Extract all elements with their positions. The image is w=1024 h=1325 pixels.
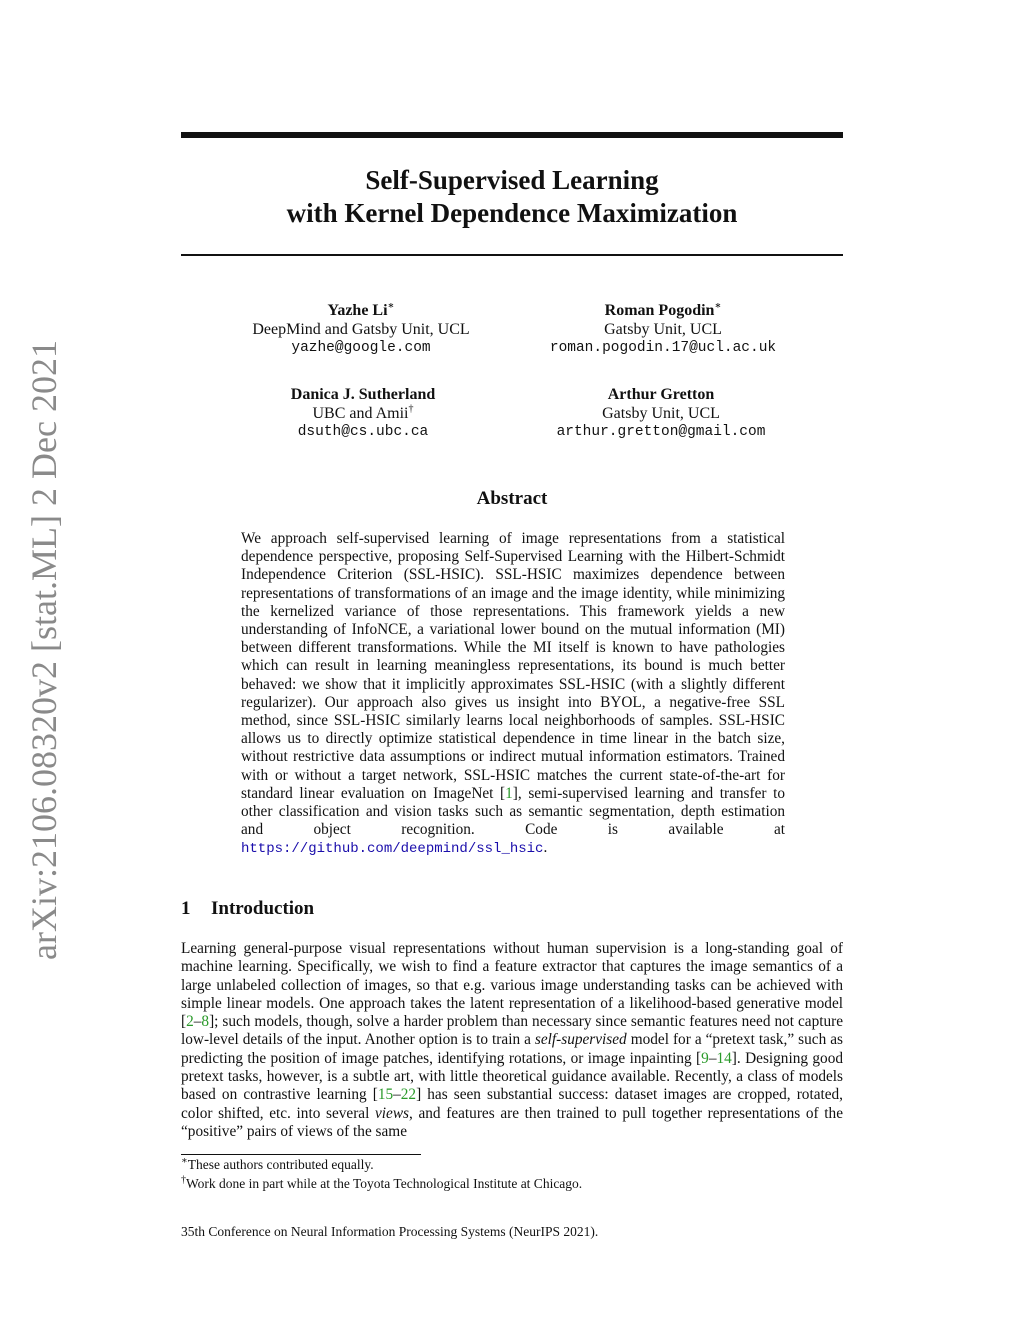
citation-link[interactable]: 8 bbox=[201, 1013, 210, 1031]
author-affiliation: DeepMind and Gatsby Unit, UCL bbox=[252, 321, 470, 338]
emphasis-text: views bbox=[375, 1104, 409, 1122]
footnote bbox=[181, 1176, 582, 1192]
abstract-body bbox=[241, 530, 785, 859]
author-affiliation: Gatsby Unit, UCL bbox=[602, 405, 720, 422]
author-block bbox=[213, 385, 513, 442]
affiliation-mark: † bbox=[408, 403, 414, 415]
author-block bbox=[211, 301, 511, 358]
author-affiliation: UBC and Amii bbox=[312, 405, 409, 422]
footnote-text: These authors contributed equally. bbox=[187, 1157, 374, 1172]
section-heading bbox=[181, 898, 314, 920]
section-number: 1 bbox=[181, 898, 191, 919]
intro-text: , and features are then trained to pull together representations of the “positive” pairs of views of the same bbox=[181, 1104, 843, 1140]
intro-text: – bbox=[393, 1086, 401, 1104]
author-name: Roman Pogodin bbox=[604, 302, 715, 319]
code-url-link[interactable]: https://github.com/deepmind/ssl_hsic bbox=[241, 841, 544, 858]
paper-title bbox=[181, 164, 843, 230]
abstract-text: ], semi-supervised learning and transfer to other classification and vision tasks such as semantic segmentation, depth estimation and object recognition. Code is available at bbox=[241, 784, 785, 839]
intro-text: – bbox=[708, 1049, 717, 1067]
footnote bbox=[181, 1157, 374, 1173]
intro-text: ] has seen substantial success: dataset images are cropped, rotated, color shifted, etc. into several bbox=[181, 1086, 843, 1122]
abstract-heading: Abstract bbox=[476, 488, 548, 509]
citation-link[interactable]: 1 bbox=[505, 784, 513, 802]
author-email[interactable]: dsuth@cs.ubc.ca bbox=[297, 424, 429, 440]
intro-text: ]. Designing good pretext tasks, however, is a subtle art, with little theoretical guidance available. Recently, a class of models based on contrastive learning [ bbox=[181, 1049, 843, 1104]
conference-note: 35th Conference on Neural Information Processing Systems (NeurIPS 2021). bbox=[181, 1224, 599, 1239]
author-name: Danica J. Sutherland bbox=[290, 386, 436, 403]
title-line-2: with Kernel Dependence Maximization bbox=[286, 198, 738, 228]
arxiv-identifier: arXiv:2106.08320v2 [stat.ML] 2 Dec 2021 bbox=[24, 340, 64, 960]
author-block bbox=[511, 385, 811, 442]
footnote-rule bbox=[181, 1154, 421, 1155]
footnote-mark: † bbox=[181, 1174, 186, 1186]
abstract-text: We approach self-supervised learning of image representations from a statistical dependence perspective, proposing Self-Supervised Learning with the Hilbert-Schmidt Independence Criterion (SSL-HSIC). SSL-HSIC maximizes dependence between representations of transformations of an image and the image identity, while minimizing the kernelized variance of those representations. This framework yields a new understanding of InfoNCE, a variational lower bound on the mutual information (MI) between different transformations. While the MI itself is known to have pathologies which can result in learning meaningless representations, its bound is much better behaved: we show that it implicitly approximates SSL-HSIC (with a slightly different regularizer). Our approach also gives us insight into BYOL, a negative-free SSL method, since SSL-HSIC similarly learns local neighborhoods of samples. SSL-HSIC allows us to directly optimize statistical dependence in time linear in the batch size, without restrictive data assumptions or indirect mutual information estimators. Trained with or without a target network, SSL-HSIC matches the current state-of-the-art for standard linear evaluation on ImageNet [ bbox=[241, 530, 785, 802]
emphasis-text: self-supervised bbox=[534, 1031, 627, 1049]
author-block bbox=[513, 301, 813, 358]
author-email[interactable]: arthur.gretton@gmail.com bbox=[556, 424, 766, 440]
author-email[interactable]: yazhe@google.com bbox=[291, 340, 431, 356]
arxiv-sidebar bbox=[0, 0, 64, 960]
author-affiliation: Gatsby Unit, UCL bbox=[604, 321, 722, 338]
intro-text: Learning general-purpose visual representations without human supervision is a long-standing goal of machine learning. Specifically, we wish to find a feature extractor that captures the image semantics of a large unlabeled collection of images, so that e.g. various image understanding tasks can be achieved with simple linear models. One approach takes the latent representation of a likelihood-based generative model [ bbox=[181, 940, 843, 1031]
footnote-text: Work done in part while at the Toyota Technological Institute at Chicago. bbox=[186, 1176, 583, 1191]
citation-link[interactable]: 22 bbox=[400, 1086, 417, 1104]
intro-paragraph bbox=[181, 940, 843, 1141]
intro-text: – bbox=[193, 1013, 202, 1031]
author-name: Yazhe Li bbox=[327, 302, 388, 319]
intro-text: ]; such models, though, solve a harder problem than necessary since semantic features need not capture low-level details of the input. Another option is to train a bbox=[181, 1013, 843, 1049]
title-top-rule bbox=[181, 132, 843, 138]
section-title: Introduction bbox=[211, 898, 315, 919]
citation-link[interactable]: 14 bbox=[716, 1049, 732, 1067]
author-email[interactable]: roman.pogodin.17@ucl.ac.uk bbox=[549, 340, 777, 356]
citation-link[interactable]: 15 bbox=[377, 1086, 394, 1104]
author-name: Arthur Gretton bbox=[607, 386, 715, 403]
citation-link[interactable]: 9 bbox=[701, 1049, 709, 1067]
footnote-mark: ∗ bbox=[181, 1155, 188, 1167]
author-mark: ∗ bbox=[714, 300, 722, 312]
abstract-text: . bbox=[543, 839, 548, 857]
author-mark: ∗ bbox=[387, 300, 395, 312]
citation-link[interactable]: 2 bbox=[186, 1013, 194, 1031]
title-line-1: Self-Supervised Learning bbox=[365, 165, 659, 195]
title-bottom-rule bbox=[181, 254, 843, 256]
intro-text: model for a “pretext task,” such as predicting the position of image patches, identifying rotations, or image inpainting [ bbox=[181, 1031, 843, 1067]
